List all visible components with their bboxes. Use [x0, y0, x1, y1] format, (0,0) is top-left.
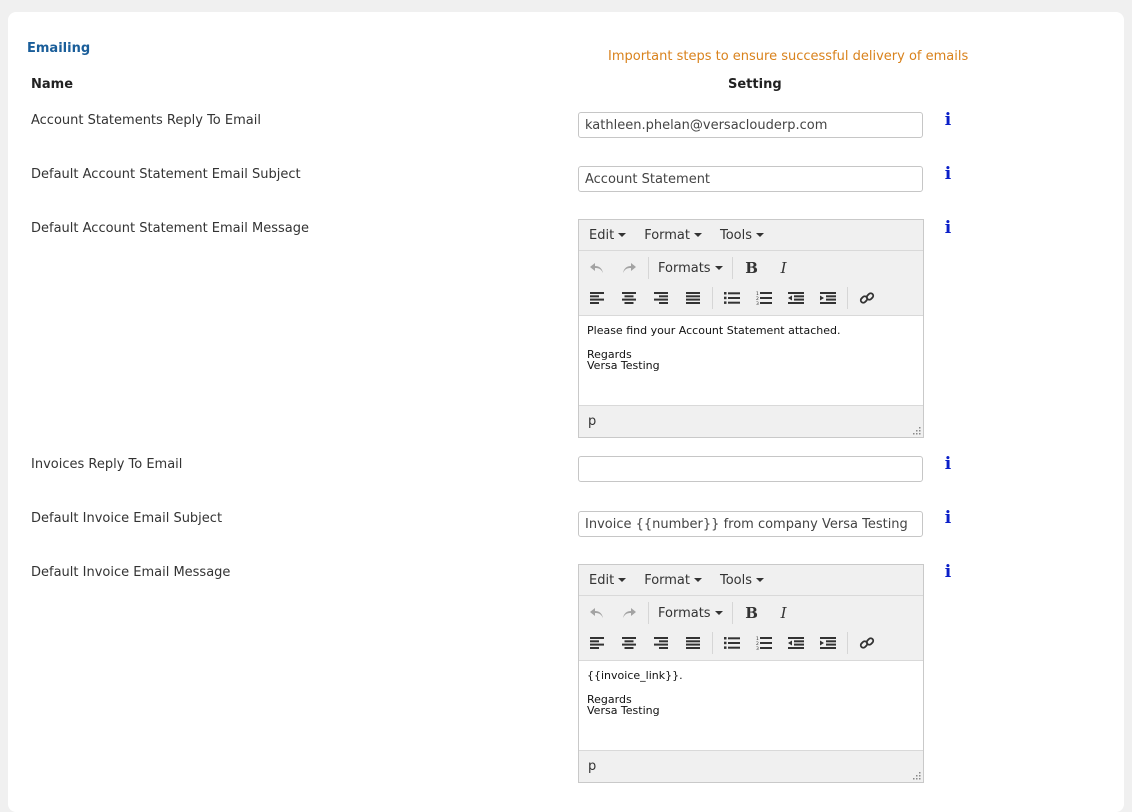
caret-down-icon: [715, 266, 723, 270]
caret-down-icon: [756, 578, 764, 582]
invoice-subject-label: Default Invoice Email Subject: [31, 511, 223, 526]
message-line: Please find your Account Statement attached.: [587, 324, 841, 337]
editor-toolbar: [579, 251, 923, 315]
redo-button[interactable]: [615, 255, 643, 281]
menu-format[interactable]: [638, 573, 708, 588]
undo-icon: [589, 606, 605, 620]
italic-icon: I: [780, 604, 787, 622]
align-left-icon: [590, 292, 604, 304]
align-left-button[interactable]: [583, 285, 611, 311]
align-left-button[interactable]: [583, 630, 611, 656]
editor-menubar: [579, 565, 923, 596]
align-right-button[interactable]: [647, 285, 675, 311]
invoice-subject-input[interactable]: [578, 511, 923, 537]
element-path[interactable]: p: [588, 759, 597, 774]
svg-text:2: 2: [756, 642, 759, 647]
account-statement-subject-input[interactable]: [578, 166, 923, 192]
editor-content-area[interactable]: [579, 315, 923, 405]
editor-content-area[interactable]: [579, 660, 923, 750]
undo-icon: [589, 261, 605, 275]
toolbar-separator: [847, 287, 848, 309]
account-statement-message-label: Default Account Statement Email Message: [31, 221, 309, 236]
caret-down-icon: [694, 578, 702, 582]
column-header-name: Name: [31, 77, 74, 92]
outdent-button[interactable]: [782, 630, 810, 656]
redo-icon: [621, 606, 637, 620]
align-justify-button[interactable]: [679, 285, 707, 311]
message-line: Versa Testing: [587, 359, 660, 372]
invoice-message-editor: [578, 564, 924, 783]
indent-button[interactable]: [814, 630, 842, 656]
bullet-list-icon: [724, 637, 740, 649]
toolbar-separator: [648, 602, 649, 624]
menu-tools-label: Tools: [720, 572, 753, 588]
align-justify-button[interactable]: [679, 630, 707, 656]
editor-menubar: [579, 220, 923, 251]
toolbar-separator: [732, 602, 733, 624]
invoices-reply-input[interactable]: [578, 456, 923, 482]
account-statement-message-editor: [578, 219, 924, 438]
align-right-button[interactable]: [647, 630, 675, 656]
italic-button[interactable]: [770, 255, 798, 281]
align-center-icon: [622, 292, 636, 304]
menu-edit-label: Edit: [589, 572, 615, 588]
insert-link-button[interactable]: [853, 630, 881, 656]
bullet-list-button[interactable]: [718, 630, 746, 656]
italic-icon: I: [780, 259, 787, 277]
formats-label: Formats: [658, 260, 711, 276]
account-statement-reply-label: Account Statements Reply To Email: [31, 113, 261, 128]
caret-down-icon: [618, 233, 626, 237]
menu-format-label: Format: [644, 227, 690, 243]
menu-format-label: Format: [644, 572, 690, 588]
bullet-list-icon: [724, 292, 740, 304]
info-icon[interactable]: i: [944, 508, 952, 528]
menu-edit[interactable]: [583, 573, 632, 588]
link-icon: [859, 635, 875, 651]
indent-icon: [820, 637, 836, 649]
numbered-list-icon: [756, 636, 772, 650]
svg-text:2: 2: [756, 297, 759, 302]
bold-button[interactable]: [738, 600, 766, 626]
align-center-button[interactable]: [615, 285, 643, 311]
insert-link-button[interactable]: [853, 285, 881, 311]
indent-button[interactable]: [814, 285, 842, 311]
invoice-message-label: Default Invoice Email Message: [31, 565, 231, 580]
section-title: Emailing: [27, 41, 91, 56]
message-line: Regards: [587, 347, 632, 361]
menu-format[interactable]: [638, 228, 708, 243]
toolbar-separator: [847, 632, 848, 654]
align-right-icon: [654, 637, 668, 649]
message-line: Versa Testing: [587, 704, 660, 717]
numbered-list-icon: [756, 291, 772, 305]
menu-tools[interactable]: [714, 573, 770, 588]
toolbar-separator: [712, 287, 713, 309]
editor-statusbar: [579, 405, 923, 437]
italic-button[interactable]: [770, 600, 798, 626]
outdent-icon: [788, 637, 804, 649]
message-line: {{invoice_link}}.: [587, 669, 683, 682]
info-icon[interactable]: i: [944, 454, 952, 474]
message-line: Regards: [587, 692, 632, 706]
outdent-button[interactable]: [782, 285, 810, 311]
indent-icon: [820, 292, 836, 304]
align-center-icon: [622, 637, 636, 649]
formats-label: Formats: [658, 605, 711, 621]
caret-down-icon: [715, 611, 723, 615]
redo-icon: [621, 261, 637, 275]
settings-panel: [8, 12, 1124, 812]
formats-dropdown[interactable]: [652, 255, 729, 281]
info-icon[interactable]: i: [944, 164, 952, 184]
align-right-icon: [654, 292, 668, 304]
link-icon: [859, 290, 875, 306]
account-statement-reply-input[interactable]: [578, 112, 923, 138]
column-header-setting: Setting: [728, 77, 782, 92]
numbered-list-button[interactable]: [750, 630, 778, 656]
caret-down-icon: [618, 578, 626, 582]
bold-button[interactable]: [738, 255, 766, 281]
toolbar-separator: [712, 632, 713, 654]
numbered-list-button[interactable]: [750, 285, 778, 311]
redo-button[interactable]: [615, 600, 643, 626]
align-justify-icon: [686, 292, 700, 304]
outdent-icon: [788, 292, 804, 304]
bullet-list-button[interactable]: [718, 285, 746, 311]
editor-toolbar: [579, 596, 923, 660]
invoices-reply-label: Invoices Reply To Email: [31, 457, 183, 472]
account-statement-subject-label: Default Account Statement Email Subject: [31, 167, 301, 182]
caret-down-icon: [694, 233, 702, 237]
info-icon[interactable]: i: [944, 218, 952, 238]
resize-handle-icon[interactable]: [911, 770, 921, 780]
undo-button[interactable]: [583, 600, 611, 626]
editor-statusbar: [579, 750, 923, 782]
align-justify-icon: [686, 637, 700, 649]
menu-edit[interactable]: [583, 228, 632, 243]
toolbar-separator: [732, 257, 733, 279]
bold-icon: B: [745, 259, 758, 277]
resize-handle-icon[interactable]: [911, 425, 921, 435]
undo-button[interactable]: [583, 255, 611, 281]
element-path[interactable]: p: [588, 414, 597, 429]
svg-text:3: 3: [756, 302, 759, 305]
formats-dropdown[interactable]: [652, 600, 729, 626]
svg-text:1: 1: [756, 637, 759, 642]
info-icon[interactable]: i: [944, 562, 952, 582]
menu-edit-label: Edit: [589, 227, 615, 243]
email-delivery-help-link[interactable]: Important steps to ensure successful delivery of emails: [608, 49, 969, 64]
info-icon[interactable]: i: [944, 110, 952, 130]
menu-tools-label: Tools: [720, 227, 753, 243]
bold-icon: B: [745, 604, 758, 622]
align-center-button[interactable]: [615, 630, 643, 656]
menu-tools[interactable]: [714, 228, 770, 243]
toolbar-separator: [648, 257, 649, 279]
align-left-icon: [590, 637, 604, 649]
svg-text:1: 1: [756, 292, 759, 297]
svg-text:3: 3: [756, 647, 759, 650]
caret-down-icon: [756, 233, 764, 237]
